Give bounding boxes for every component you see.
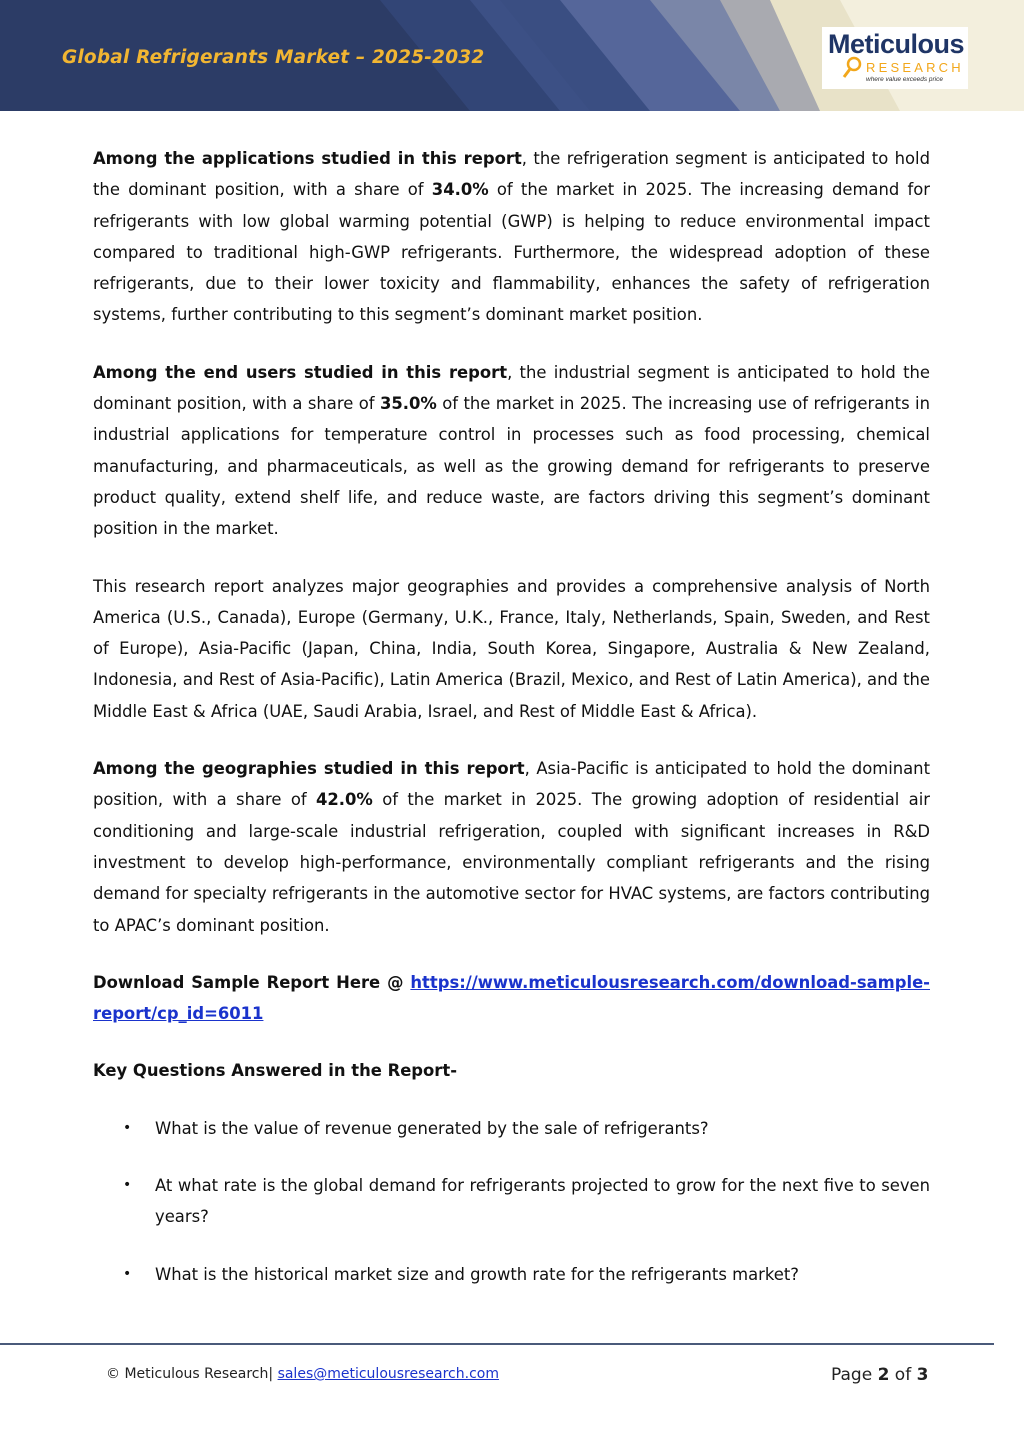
logo-tagline: where value exceeds price — [866, 76, 943, 83]
list-item — [93, 1113, 930, 1144]
key-questions-list — [93, 1113, 930, 1290]
end-users-share: 35.0% — [379, 394, 437, 414]
page-total: 3 — [916, 1365, 929, 1385]
footer-divider — [0, 1343, 994, 1345]
footer-copyright — [106, 1366, 499, 1382]
end-users-paragraph — [93, 357, 930, 545]
geographies-text-1: , Asia-Pacific is anticipated to hold the dominant position, with a share of — [93, 759, 930, 810]
geographies-paragraph — [93, 753, 930, 941]
page-header — [0, 0, 1024, 111]
geographies-lead: Among the geographies studied in this report — [93, 759, 525, 779]
applications-text-1: , the refrigeration segment is anticipated to hold the dominant position, with a share of — [93, 149, 930, 200]
header-title: Global Refrigerants Market – 2025-2032 — [62, 47, 485, 68]
page-current: 2 — [877, 1365, 890, 1385]
logo-subtitle: RESEARCH — [866, 60, 964, 75]
applications-share: 34.0% — [431, 180, 489, 200]
download-paragraph — [93, 967, 930, 1030]
question-text: At what rate is the global demand for refrigerants projected to grow for the next five to seven years? — [155, 1176, 930, 1227]
applications-lead: Among the applications studied in this report — [93, 149, 522, 168]
end-users-lead: Among the end users studied in this report — [93, 362, 508, 382]
key-questions-title: Key Questions Answered in the Report- — [93, 1061, 458, 1081]
bullet-icon: • — [123, 1265, 132, 1282]
question-text: What is the historical market size and growth rate for the refrigerants market? — [155, 1264, 799, 1284]
list-item — [93, 1259, 930, 1290]
question-text: What is the value of revenue generated by the sale of refrigerants? — [155, 1118, 709, 1138]
list-item — [93, 1170, 930, 1233]
bullet-icon: • — [123, 1177, 132, 1194]
download-label: Download Sample Report Here @ — [93, 972, 411, 992]
applications-paragraph — [93, 143, 930, 331]
magnifier-icon — [826, 55, 866, 85]
page-mid: of — [889, 1365, 917, 1385]
applications-text-2: of the market in 2025. The increasing demand for refrigerants with low global warming potential (GWP) is helping to reduce environmental impact compared to traditional high-GWP refrigerants. Furthermore, the widespread adoption of these refrigerants, due to their lower toxicity and flammability, enhances the safety of refrigeration systems, further contributing to this segment’s dominant market position. — [93, 180, 930, 325]
end-users-text-2: of the market in 2025. The increasing use of refrigerants in industrial applications for temperature control in processes such as food processing, chemical manufacturing, and pharmaceuticals, as well as the growing demand for refrigerants to preserve product quality, extend shelf life, and reduce waste, are factors driving this segment’s dominant position in the market. — [93, 394, 930, 539]
contact-email-link[interactable]: sales@meticulousresearch.com — [277, 1366, 499, 1382]
download-sample-link[interactable]: https://www.meticulousresearch.com/download-sample-report/cp_id=6011 — [93, 972, 930, 1024]
geographies-overview-paragraph: This research report analyzes major geographies and provides a comprehensive analysis of North America (U.S., Canada), Europe (Germany, U.K., France, Italy, Netherlands, Spain, Sweden, and Rest of Europe), Asia-Pacific (Japan, China, India, South Korea, Singapore, Australia & New Zealand, Indonesia, and Rest of Asia-Pacific), Latin America (Brazil, Mexico, and Rest of Latin America), and the Middle East & Africa (UAE, Saudi Arabia, Israel, and Rest of Middle East & Africa). — [93, 576, 930, 721]
page-number — [831, 1365, 928, 1385]
logo-wordmark: Meticulous — [828, 29, 965, 59]
company-logo — [822, 27, 968, 89]
copyright-text: © Meticulous Research| — [106, 1366, 278, 1382]
end-users-text-1: , the industrial segment is anticipated to hold the dominant position, with a share of — [93, 362, 930, 414]
bullet-icon: • — [123, 1119, 132, 1136]
geographies-text-2: of the market in 2025. The growing adoption of residential air conditioning and large-scale industrial refrigeration, coupled with significant increases in R&D investment to develop high-performance, environmentally compliant refrigerants and the rising demand for specialty refrigerants in the automotive sector for HVAC systems, are factors contributing to APAC’s dominant position. — [93, 790, 931, 935]
document-body — [93, 143, 930, 1316]
page-prefix: Page — [831, 1365, 878, 1385]
geographies-share: 42.0% — [315, 790, 373, 810]
